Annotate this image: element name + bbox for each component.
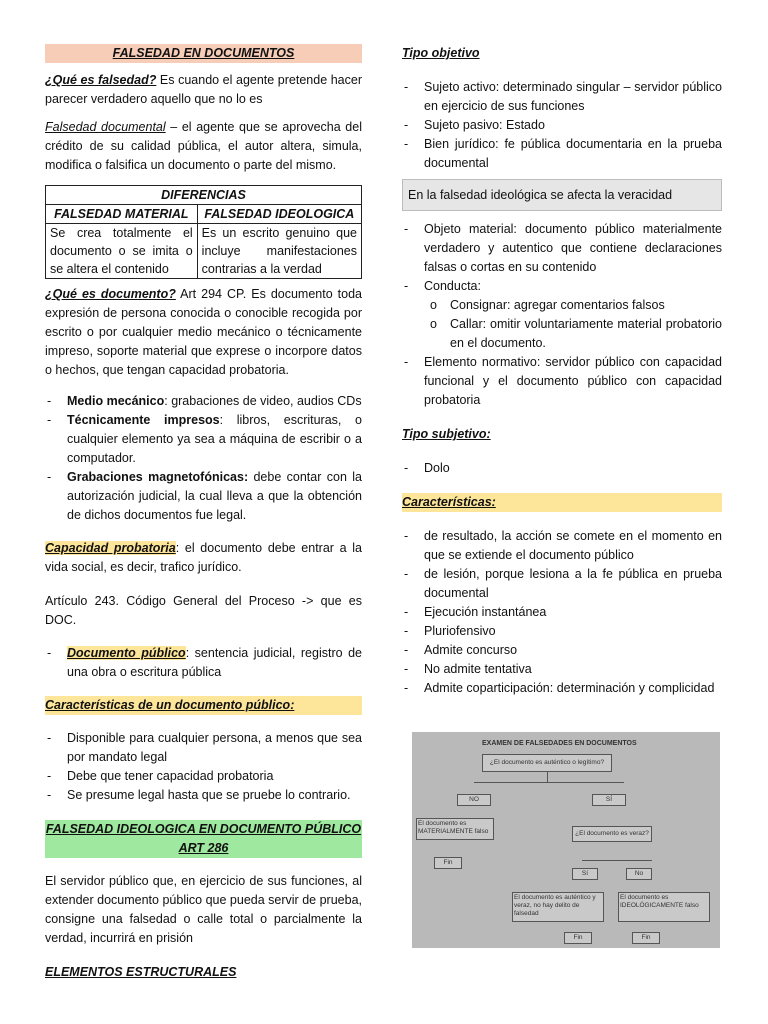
cell-ideologica: Es un escrito genuino que incluye manifestaciones contrarias a la verdad [197,224,361,279]
q-documento [45,285,362,380]
si2-box: Sí [572,868,598,880]
list-item: - Admite coparticipación: determinación y complicidad [402,679,722,698]
flowchart-photo [412,732,720,948]
item-bold: Técnicamente impresos [67,413,220,427]
q-documento-label: ¿Qué es documento? [45,287,176,301]
cap-text: : el documento debe entrar a la vida social, es decir, trafico jurídico. [45,541,363,574]
list-item: - de lesión, porque lesiona a la fe pública en prueba documental [402,565,722,603]
list-item: - Ejecución instantánea [402,603,722,622]
q-falsedad-text: Es cuando el agente pretende hacer parecer verdadero aquello que no lo es [45,73,362,106]
list-item: - Dolo [402,459,722,478]
item-text: : grabaciones de video, audios CDs [164,394,362,408]
ideologicamente-falso-box: El documento es IDEOLÓGICAMENTE falso [618,892,710,922]
list-item: - Se presume legal hasta que se pruebe lo contrario. [45,786,362,805]
flow-line [582,860,652,861]
list-item: - Sujeto pasivo: Estado [402,116,722,135]
fd-text: – el agente que se aprovecha del crédito de su calidad pública, el autor altera, simula, modifica o falsifica un documento o parte del mismo. [45,120,362,172]
docpub-text: : sentencia judicial, registro de una obra o escritura pública [67,646,362,679]
item-text: debe contar con la autorización judicial, la cual lleva a que la obtención de dichos documentos fue legal. [67,470,362,522]
photo-title: EXAMEN DE FALSEDADES EN DOCUMENTOS [482,740,637,747]
item-bold: Medio mecánico [67,394,165,408]
tipo-objetivo-title: Tipo objetivo [402,46,480,60]
tipo-subjetivo-list [402,459,722,478]
conducta-sublist [402,296,722,353]
list-item: o Callar: omitir voluntariamente material probatorio en el documento. [424,315,722,353]
veracidad-box: En la falsedad ideológica se afecta la veracidad [402,179,722,211]
elemento-normativo-list [402,353,722,410]
item-bold: Grabaciones magnetofónicas: [67,470,249,484]
flow-line [474,782,624,783]
list-item: - Debe que tener capacidad probatoria [45,767,362,786]
tipo-subjetivo-title: Tipo subjetivo: [402,427,491,441]
falsedad-ideologica-title: FALSEDAD IDEOLOGICA EN DOCUMENTO PÚBLICO ART 286 [45,820,362,858]
flow-line [547,772,548,782]
list-item: - Sujeto activo: determinado singular – servidor público en ejercicio de sus funciones [402,78,722,116]
caracteristicas-doc-list [45,729,362,805]
caracteristicas-doc-title: Características de un documento público: [45,696,362,715]
list-item: - Bien jurídico: fe pública documentaria en la prueba documental [402,135,722,173]
si-box: SÍ [592,794,626,806]
list-item: - Elemento normativo: servidor público con capacidad funcional y el documento público con capacidad probatoria [402,353,722,410]
capacidad-probatoria [45,539,362,577]
docpub-label: Documento público [67,646,186,660]
falsedad-documental [45,118,362,175]
list-item: - Conducta: [402,277,722,296]
q-falsedad [45,71,362,109]
medios-list [45,392,362,525]
q-documento-text: Art 294 CP. Es documento toda expresión de persona conocida o conocible recogida por escrito o por cualquier medio mecánico o técnicamente impreso, soporte material que exprese o incorpore datos o hechos, que tengan capacidad probatoria. [45,287,363,377]
main-title: FALSEDAD EN DOCUMENTOS [45,44,362,63]
list-item [45,644,362,682]
differences-table [45,185,362,279]
autentico-veraz-box: El documento es auténtico y veraz, no hay delito de falsedad [512,892,604,922]
list-item: - Objeto material: documento público materialmente verdadero y autentico que contiene declaraciones falsas o cortas en su contenido [402,220,722,277]
fin-box: Fin [434,857,462,869]
fin-box: Fin [632,932,660,944]
q-autentico-box: ¿El documento es auténtico o legítimo? [482,754,612,772]
caracteristicas-title: Características: [402,493,722,512]
list-item: - Pluriofensivo [402,622,722,641]
elementos-estructurales: ELEMENTOS ESTRUCTURALES [45,965,237,979]
cell-material: Se crea totalmente el documento o se imita o se altera el contenido [46,224,198,279]
list-item [45,468,362,525]
objeto-conducta-list [402,220,722,296]
left-column [45,44,362,982]
articulo-243: Artículo 243. Código General del Proceso -> que es DOC. [45,594,362,627]
list-item [45,411,362,468]
table-header: DIFERENCIAS [46,186,362,205]
list-item: - No admite tentativa [402,660,722,679]
servidor-publico-text: El servidor público que, en ejercicio de sus funciones, al extender documento público que pueda servir de prueba, consigne una falsedad o calle total o parcialmente la verdad, incurrirá en prisión [45,874,362,945]
col-material: FALSEDAD MATERIAL [46,205,198,224]
list-item: o Consignar: agregar comentarios falsos [424,296,722,315]
list-item [45,392,362,411]
materialmente-falso-box: El documento es MATERIALMENTE falso [416,818,494,840]
no2-box: No [626,868,652,880]
no-box: NO [457,794,491,806]
list-item: - de resultado, la acción se comete en el momento en que se extiende el documento público [402,527,722,565]
right-column [402,44,722,698]
doc-publico-list [45,644,362,682]
list-item: - Admite concurso [402,641,722,660]
list-item: - Disponible para cualquier persona, a menos que sea por mandato legal [45,729,362,767]
item-text: : libros, escrituras, o cualquier elemento ya sea a máquina de escribir o a computador. [67,413,363,465]
tipo-objetivo-list [402,78,722,173]
q-falsedad-label: ¿Qué es falsedad? [45,73,157,87]
fd-label: Falsedad documental [45,120,166,134]
caracteristicas-list [402,527,722,698]
cap-label: Capacidad probatoria [45,541,176,555]
fin-box: Fin [564,932,592,944]
veraz-box: ¿El documento es veraz? [572,826,652,842]
col-ideologica: FALSEDAD IDEOLOGICA [197,205,361,224]
